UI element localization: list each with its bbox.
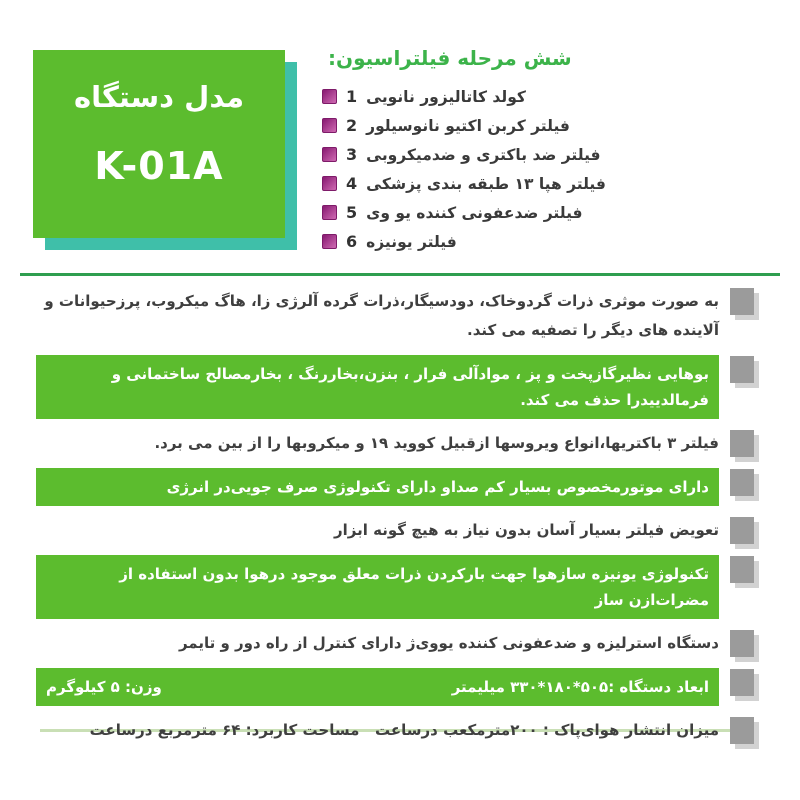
filtration-list bbox=[322, 46, 606, 256]
feature-row-uv-remote bbox=[36, 629, 754, 658]
feature-text: دستگاه استرلیزه و ضدعفونی کننده یووی‌ژ دارای کنترل از راه دور و تایمر bbox=[178, 634, 719, 652]
filter-label: فیلتر یونیزه bbox=[366, 232, 457, 251]
magenta-square-icon bbox=[322, 118, 337, 133]
gray-square-bullet bbox=[730, 469, 754, 496]
gray-square-bullet bbox=[730, 288, 754, 315]
filter-number: 2 bbox=[346, 116, 358, 135]
device-weight: وزن: ۵ کیلوگرم bbox=[46, 678, 162, 696]
feature-text: دارای موتورمخصوص بسیار کم صداو دارای تکنولوژی صرف جویی‌در انرژی bbox=[36, 468, 719, 506]
filter-item-4 bbox=[322, 169, 606, 198]
filter-item-6 bbox=[322, 227, 606, 256]
gray-square-bullet bbox=[730, 430, 754, 457]
feature-text: فیلتر ۳ باکتریها،انواع ویروسها ازقبیل کووید ۱۹ و میکروبها را از بین می برد. bbox=[154, 434, 719, 452]
filter-number: 3 bbox=[346, 145, 358, 164]
specs-text bbox=[36, 668, 719, 706]
filter-label: فیلتر ضدعفونی کننده یو وی bbox=[366, 203, 583, 222]
filter-number: 5 bbox=[346, 203, 358, 222]
magenta-square-icon bbox=[322, 205, 337, 220]
gray-square-bullet bbox=[730, 556, 754, 583]
magenta-square-icon bbox=[322, 89, 337, 104]
filter-label: کولد کاتالیزور نانویی bbox=[366, 87, 526, 106]
device-dimensions: ابعاد دستگاه :۵۰۵*۱۸۰*۳۳۰ میلیمتر bbox=[451, 678, 709, 696]
filtration-title: شش مرحله فیلتراسیون: bbox=[328, 46, 572, 70]
specs-row bbox=[36, 668, 754, 706]
feature-text: تعویض فیلتر بسیار آسان بدون نیاز به هیچ گونه ابزار bbox=[334, 521, 719, 539]
feature-list bbox=[36, 287, 754, 755]
filter-label: فیلتر کربن اکتیو نانوسیلور bbox=[366, 116, 570, 135]
filter-item-1 bbox=[322, 82, 606, 111]
filter-item-2 bbox=[322, 111, 606, 140]
feature-text: بوهایی نظیرگازپخت و پز ، موادآلی فرار ، بنزن،بخاررنگ ، بخارمصالح ساختمانی و فرمالدییدرا حذف می کند. bbox=[36, 355, 719, 419]
model-card bbox=[33, 50, 285, 238]
magenta-square-icon bbox=[322, 147, 337, 162]
feature-row-viruses bbox=[36, 429, 754, 458]
feature-text: میزان انتشار هوای‌پاک : ۲۰۰مترمکعب درساعت مساحت کاربرد: ۶۴ مترمربع درساعت bbox=[89, 721, 719, 739]
gray-square-bullet bbox=[730, 356, 754, 383]
model-code: K-01A bbox=[94, 144, 224, 188]
gray-square-bullet bbox=[730, 717, 754, 744]
gray-square-bullet bbox=[730, 669, 754, 696]
feature-row-ionizer bbox=[36, 555, 754, 619]
filter-item-3 bbox=[322, 140, 606, 169]
gray-square-bullet bbox=[730, 630, 754, 657]
filter-item-5 bbox=[322, 198, 606, 227]
filter-number: 4 bbox=[346, 174, 358, 193]
magenta-square-icon bbox=[322, 176, 337, 191]
feature-row-odors bbox=[36, 355, 754, 419]
feature-row-purify bbox=[36, 287, 754, 345]
model-label: مدل دستگاه bbox=[73, 80, 245, 114]
filter-number: 1 bbox=[346, 87, 358, 106]
filter-label: فیلتر ضد باکتری و ضدمیکروبی bbox=[366, 145, 601, 164]
gray-square-bullet bbox=[730, 517, 754, 544]
clean-air-output-row bbox=[36, 716, 754, 745]
top-divider-line bbox=[20, 273, 780, 276]
feature-row-filter-change bbox=[36, 516, 754, 545]
feature-text: به صورت موثری ذرات گردوخاک، دودسیگار،ذرات گرده آلرژی زا، هاگ میکروب، پرزحیوانات و آلاینده های دیگر را تصفیه می کند. bbox=[44, 292, 719, 339]
feature-row-motor bbox=[36, 468, 754, 506]
feature-text: تکنولوژی یونیزه سازهوا جهت بارکردن ذرات معلق موجود درهوا بدون استفاده از مضرات‌ازن ساز bbox=[36, 555, 719, 619]
filter-label: فیلتر هپا ۱۳ طبقه بندی پزشکی bbox=[366, 174, 606, 193]
filter-number: 6 bbox=[346, 232, 358, 251]
magenta-square-icon bbox=[322, 234, 337, 249]
